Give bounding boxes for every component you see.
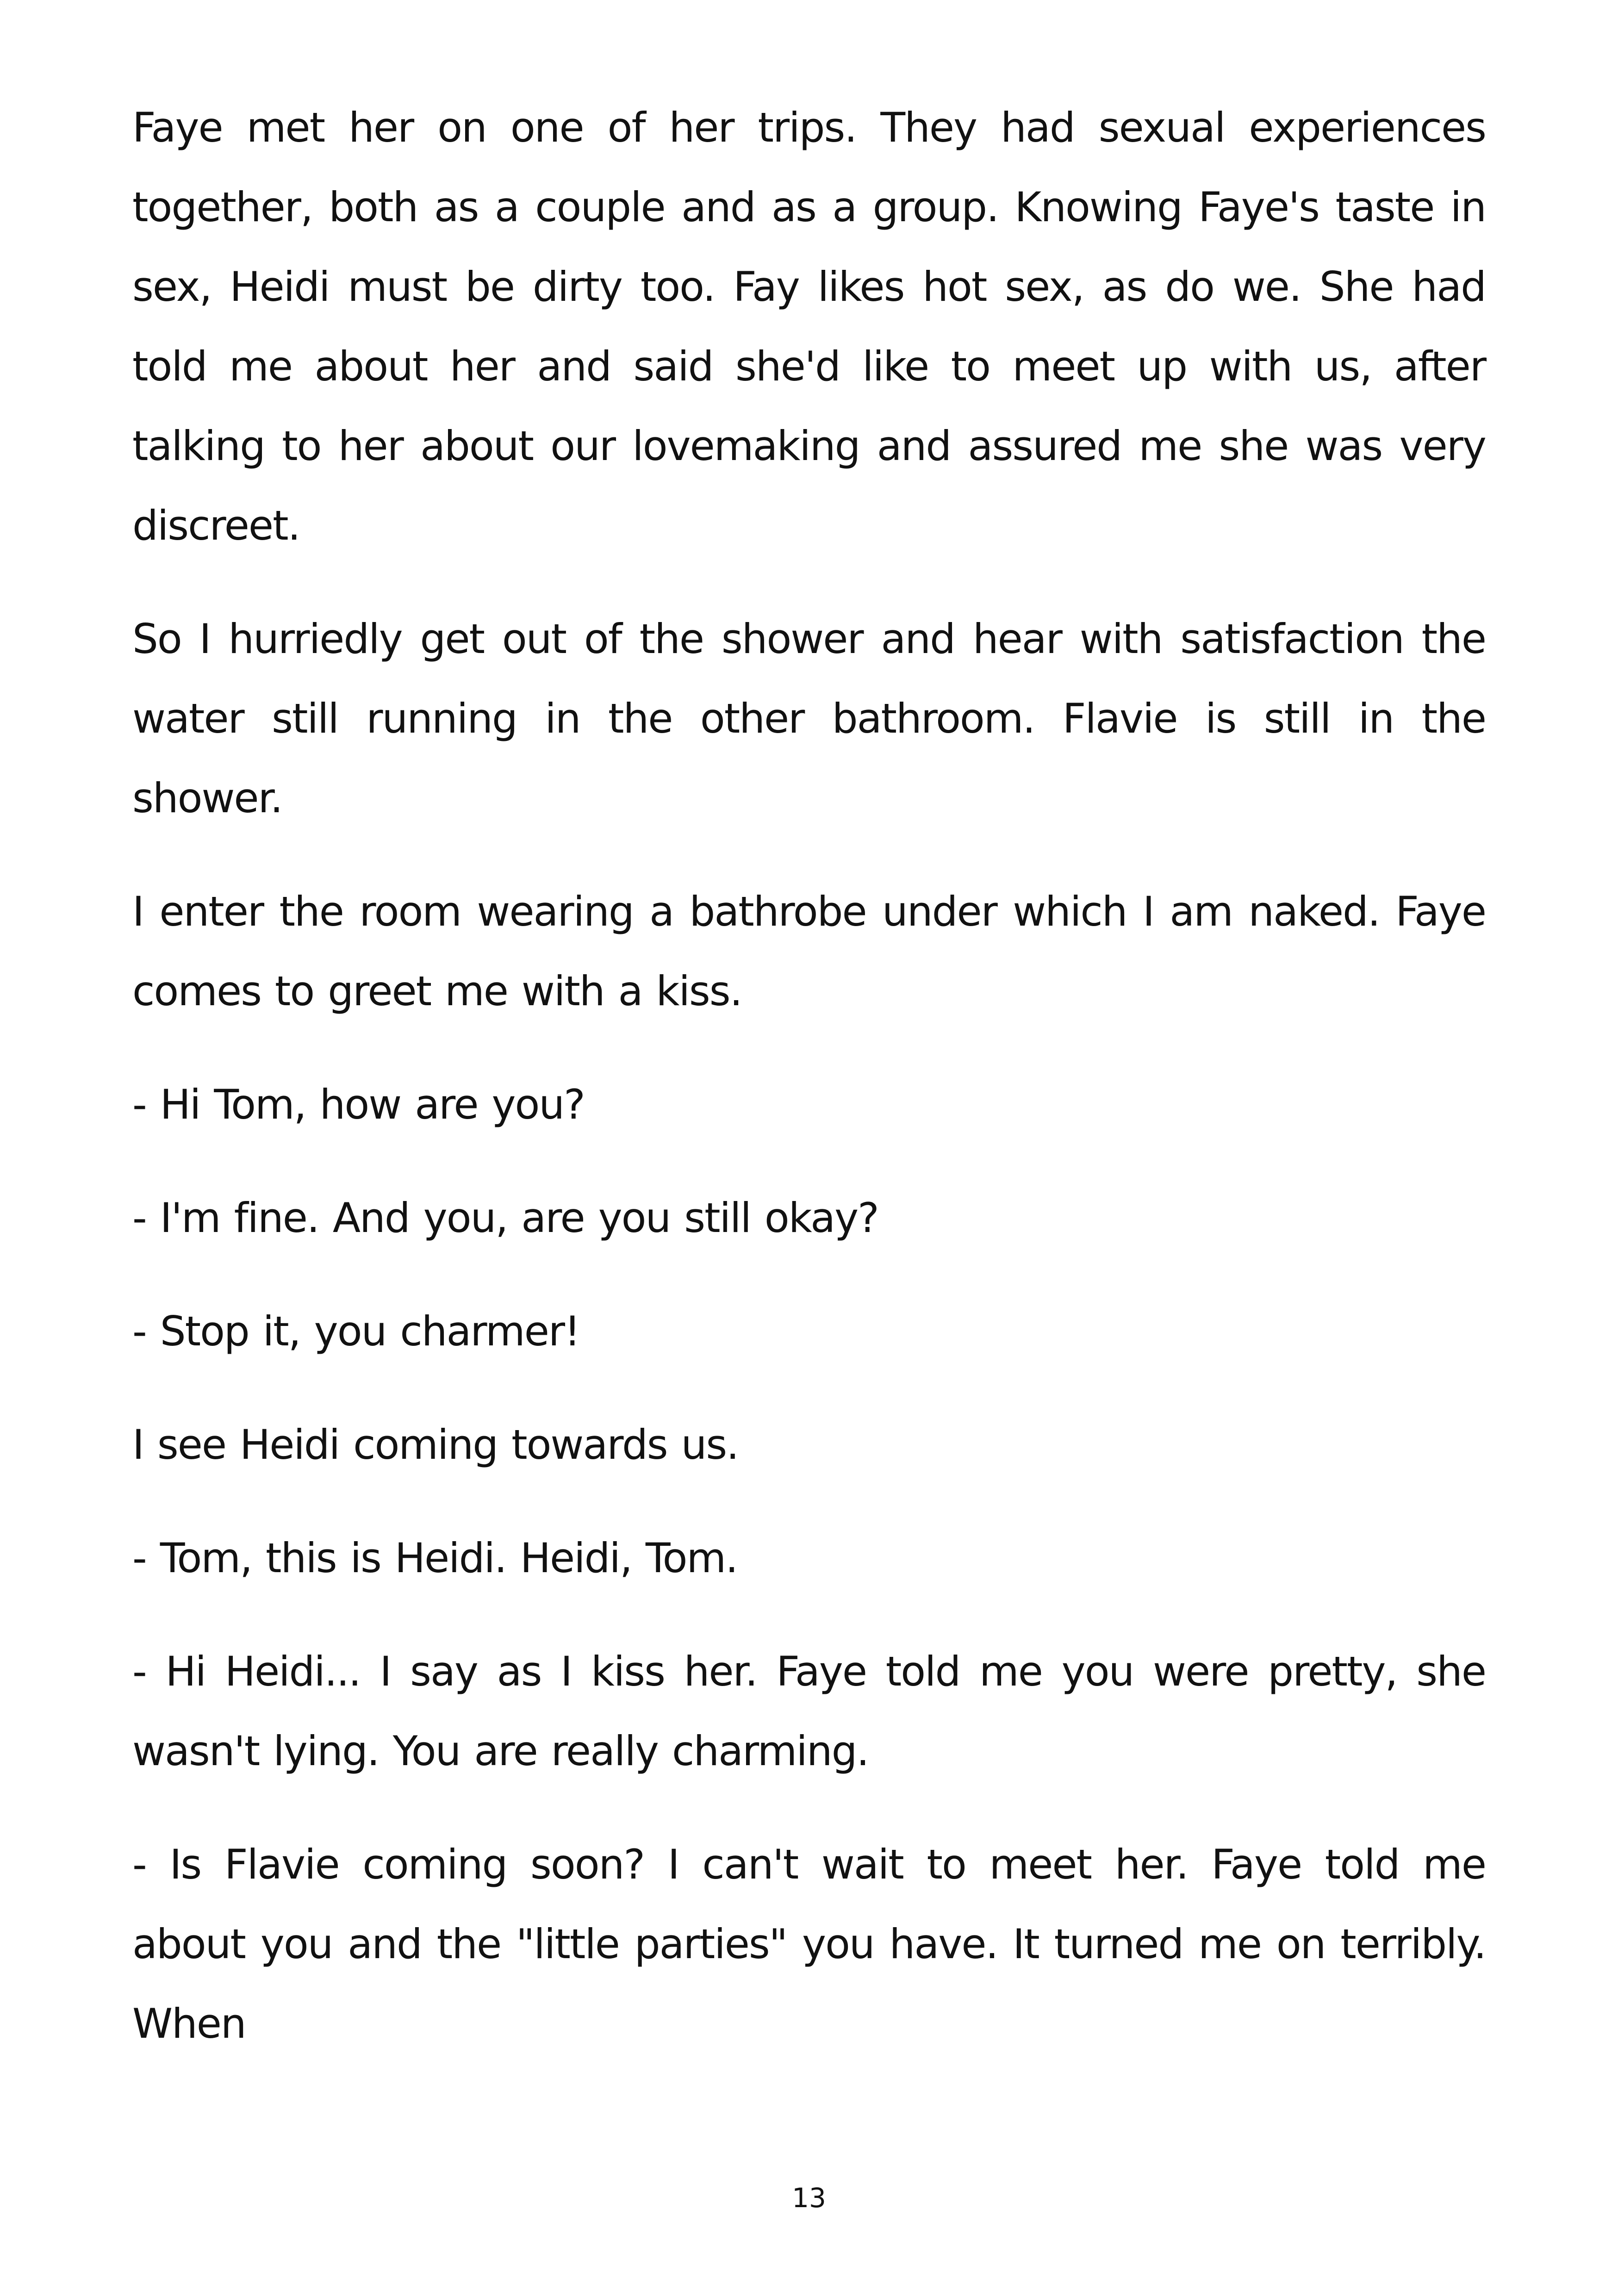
dialogue-line: - I'm fine. And you, are you still okay? <box>132 1194 878 1242</box>
dialogue-line: - Hi Tom, how are you? <box>132 1081 585 1128</box>
page-body <box>132 88 1486 2064</box>
paragraph: Faye met her on one of her trips. They had sexual experiences together, both as a couple and as a group. Knowing Faye's taste in sex, Heidi must be dirty too. Fay likes hot sex, as do we. She had told me about her and said she'd like to meet up with us, after talking to her about our lovemaking and assured me she was very discreet. <box>132 104 1486 549</box>
dialogue-line: - Stop it, you charmer! <box>132 1307 580 1355</box>
dialogue-line: - Tom, this is Heidi. Heidi, Tom. <box>132 1534 738 1582</box>
dialogue-line: - Is Flavie coming soon? I can't wait to meet her. Faye told me about you and the "little parties" you have. It turned me on terribly. When <box>132 1841 1486 2047</box>
page-number: 13 <box>792 2182 826 2214</box>
dialogue-line: - Hi Heidi... I say as I kiss her. Faye told me you were pretty, she wasn't lying. You are really charming. <box>132 1648 1486 1775</box>
paragraph: I enter the room wearing a bathrobe under which I am naked. Faye comes to greet me with a kiss. <box>132 888 1486 1015</box>
paragraph: I see Heidi coming towards us. <box>132 1421 739 1468</box>
paragraph: So I hurriedly get out of the shower and hear with satisfaction the water still running in the other bathroom. Flavie is still in the shower. <box>132 615 1486 822</box>
